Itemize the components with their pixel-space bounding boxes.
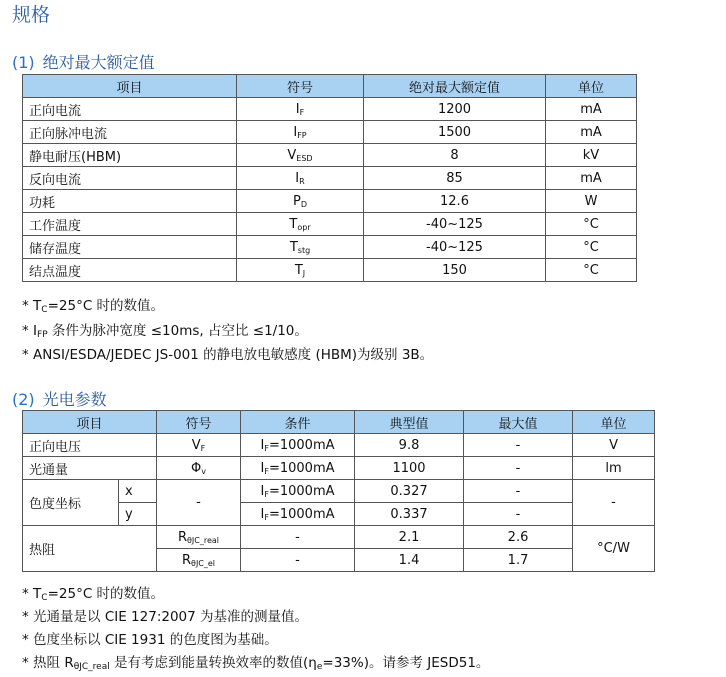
row-unit: mA	[546, 98, 637, 121]
row-value: 1500	[364, 121, 546, 144]
row-max: -	[464, 503, 573, 526]
row-typical: 2.1	[355, 526, 464, 549]
table-row	[23, 213, 637, 236]
section2-title: 光电参数	[42, 390, 107, 409]
row-item: 热阻	[23, 526, 157, 572]
header-typical: 典型值	[355, 411, 464, 434]
table-header-row	[23, 75, 637, 98]
section2-heading	[12, 387, 107, 410]
row-typical: 0.337	[355, 503, 464, 526]
row-unit: V	[573, 434, 655, 457]
row-symbol: $P_D$	[237, 190, 364, 213]
table-row-forward-voltage	[23, 434, 655, 457]
table-row	[23, 121, 637, 144]
row-condition: -	[241, 526, 355, 549]
row-unit: °C/W	[573, 526, 655, 572]
footnote: * 光通量是以 CIE 127:2007 为基准的测量值。	[22, 609, 309, 625]
row-item: 正向电流	[23, 98, 237, 121]
row-axis: x	[119, 480, 157, 503]
footnote: * $T_C=25^\circ C$ 时的数值。	[22, 298, 165, 315]
row-max: -	[464, 457, 573, 480]
row-typical: 1100	[355, 457, 464, 480]
row-symbol: $T_{stg}$	[237, 236, 364, 259]
row-item: 储存温度	[23, 236, 237, 259]
row-unit: lm	[573, 457, 655, 480]
table-row	[23, 236, 637, 259]
row-unit: -	[573, 480, 655, 526]
row-symbol: $V_F$	[157, 434, 241, 457]
row-symbol: -	[157, 480, 241, 526]
row-unit: mA	[546, 167, 637, 190]
row-typical: 0.327	[355, 480, 464, 503]
table-header-row	[23, 411, 655, 434]
row-value: 85	[364, 167, 546, 190]
row-item: 正向电压	[23, 434, 157, 457]
row-condition: $I_F=1000mA$	[241, 503, 355, 526]
row-condition: -	[241, 549, 355, 572]
section1-heading	[12, 50, 155, 73]
row-typical: 9.8	[355, 434, 464, 457]
table-row-chroma-x	[23, 480, 655, 503]
row-value: 1200	[364, 98, 546, 121]
footnote: * ANSI/ESDA/JEDEC JS-001 的静电放电敏感度 (HBM)为级别 3B。	[22, 347, 434, 363]
row-value: 12.6	[364, 190, 546, 213]
table-row	[23, 144, 637, 167]
row-unit: kV	[546, 144, 637, 167]
table-row	[23, 167, 637, 190]
row-item: 反向电流	[23, 167, 237, 190]
footnote: * 热阻 $R_{\theta JC\_real}$ 是有考虑到能量转换效率的数值$(\eta_e=33\%)$。请参考 JESD51。	[22, 655, 490, 672]
table-row	[23, 190, 637, 213]
table-row	[23, 259, 637, 282]
footnote: * $I_{FP}$ 条件为脉冲宽度 ≤10ms, 占空比 ≤1/10。	[22, 323, 308, 340]
header-item: 项目	[23, 411, 157, 434]
row-symbol: $\Phi_v$	[157, 457, 241, 480]
row-symbol: $R_{\theta JC\_real}$	[157, 526, 241, 549]
optical-electrical-table	[22, 410, 655, 572]
section1-number: (1)	[12, 53, 35, 72]
row-item: 工作温度	[23, 213, 237, 236]
row-symbol: $I_F$	[237, 98, 364, 121]
header-max: 最大值	[464, 411, 573, 434]
header-symbol: 符号	[157, 411, 241, 434]
row-max: -	[464, 434, 573, 457]
absolute-max-ratings-table	[22, 74, 637, 282]
page-title: 规格	[12, 4, 51, 26]
row-unit: °C	[546, 213, 637, 236]
row-unit: W	[546, 190, 637, 213]
header-unit: 单位	[546, 75, 637, 98]
row-symbol: $T_{opr}$	[237, 213, 364, 236]
row-max: 1.7	[464, 549, 573, 572]
row-max: 2.6	[464, 526, 573, 549]
row-item: 正向脉冲电流	[23, 121, 237, 144]
row-max: -	[464, 480, 573, 503]
table-row-thermal-real	[23, 526, 655, 549]
section1-title: 绝对最大额定值	[42, 53, 155, 72]
row-condition: $I_F=1000mA$	[241, 434, 355, 457]
header-rating: 绝对最大额定值	[364, 75, 546, 98]
row-symbol: $I_{FP}$	[237, 121, 364, 144]
row-value: -40~125	[364, 236, 546, 259]
header-unit: 单位	[573, 411, 655, 434]
row-symbol: $R_{\theta JC\_el}$	[157, 549, 241, 572]
row-item: 功耗	[23, 190, 237, 213]
row-symbol: $T_J$	[237, 259, 364, 282]
row-unit: °C	[546, 236, 637, 259]
row-condition: $I_F=1000mA$	[241, 457, 355, 480]
row-item: 光通量	[23, 457, 157, 480]
row-value: -40~125	[364, 213, 546, 236]
table-row	[23, 98, 637, 121]
row-value: 8	[364, 144, 546, 167]
row-item: 色度坐标	[23, 480, 119, 526]
footnote: * $T_C=25^\circ C$ 时的数值。	[22, 586, 165, 603]
footnote: * 色度坐标以 CIE 1931 的色度图为基础。	[22, 632, 278, 648]
row-unit: mA	[546, 121, 637, 144]
header-symbol: 符号	[237, 75, 364, 98]
row-unit: °C	[546, 259, 637, 282]
row-item: 结点温度	[23, 259, 237, 282]
row-symbol: $I_R$	[237, 167, 364, 190]
header-condition: 条件	[241, 411, 355, 434]
row-axis: y	[119, 503, 157, 526]
row-value: 150	[364, 259, 546, 282]
section2-number: (2)	[12, 390, 35, 409]
row-symbol: $V_{ESD}$	[237, 144, 364, 167]
row-typical: 1.4	[355, 549, 464, 572]
header-item: 项目	[23, 75, 237, 98]
row-condition: $I_F=1000mA$	[241, 480, 355, 503]
table-row-luminous-flux	[23, 457, 655, 480]
row-item: 静电耐压(HBM)	[23, 144, 237, 167]
